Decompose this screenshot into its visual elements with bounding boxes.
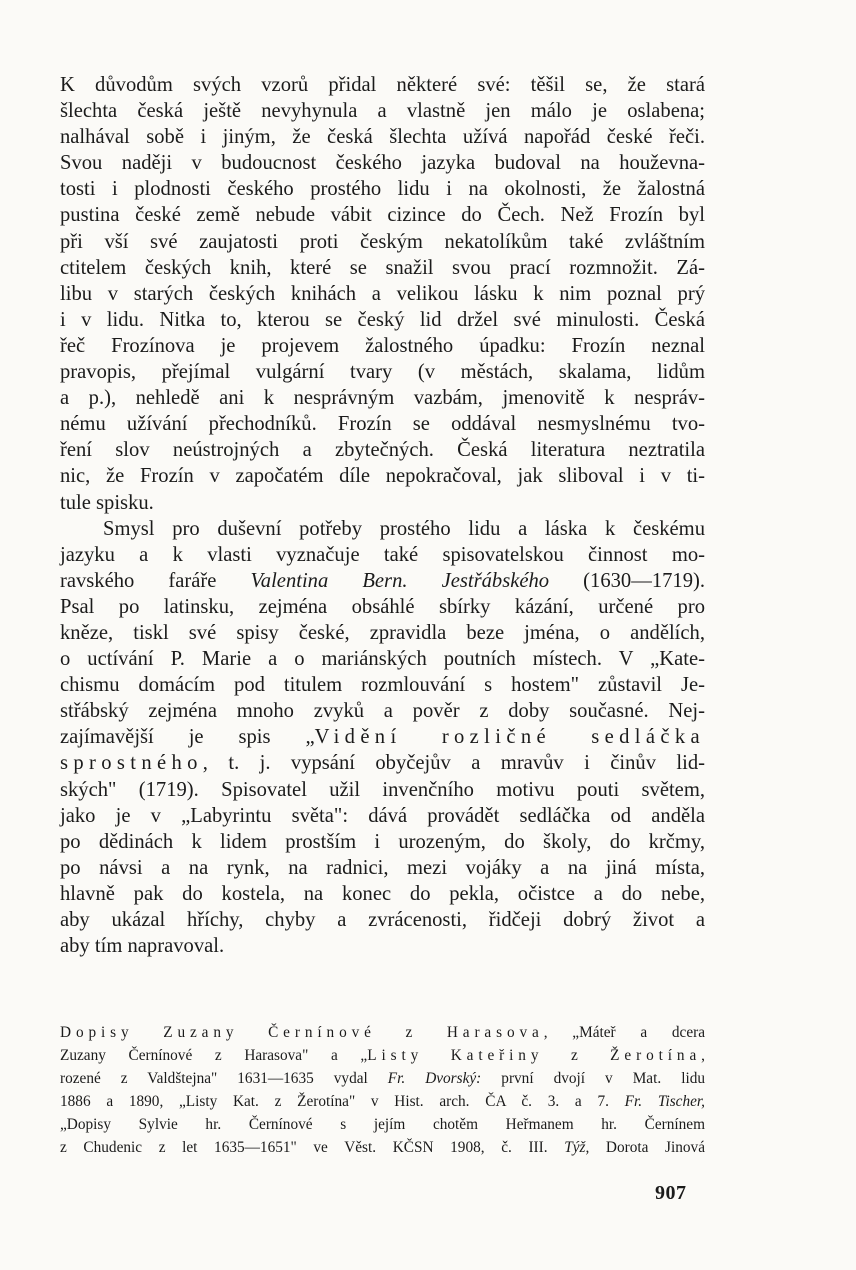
text-fragment: (1630—1719). [549,569,706,592]
author-name: Fr. Tischer, [624,1093,705,1111]
footnote-line [60,1021,705,1044]
text-fragment: první dvojí v Mat. lidu [481,1070,705,1088]
text-line: nému užívání přechodníků. Frozín se oddával nesmyslnému tvo- [60,413,705,436]
text-line: i v lidu. Nitka to, kterou se český lid držel své minulosti. Česká [60,308,705,331]
text-line: jazyku a k vlasti vyznačuje také spisovatelskou činnost mo- [60,543,705,566]
text-line: pravopis, přejímal vulgární tvary (v městách, skalama, lidům [60,361,705,384]
text-line: tule spisku. [60,491,154,514]
text-line [60,750,705,776]
page-number: 907 [655,1182,687,1204]
paragraph-2 [60,516,705,960]
text-line: Smysl pro duševní potřeby prostého lidu a láska k českému [103,517,705,540]
text-line [60,568,705,594]
work-title: Dopisy Zuzany Černínové z Harasova [60,1024,544,1041]
footnote [60,1021,705,1160]
text-fragment: Dorota Jinová [589,1139,705,1157]
footnote-line [60,1136,705,1159]
text-line: tosti i plodnosti českého prostého lidu i na okolnosti, že žalostná [60,178,705,201]
footnote-line: „Dopisy Sylvie hr. Černínové s jejím chotěm Heřmanem hr. Černínem [60,1116,705,1134]
text-line: po dědinách k lidem prostším i urozeným, do školy, do krčmy, [60,830,705,853]
text-line [60,724,705,750]
text-fragment: 1886 a 1890, „Listy Kat. z Žerotína" v Hist. arch. ČA č. 3. a 7. [60,1093,625,1111]
text-fragment: zajímavější je spis „ [60,726,315,749]
text-fragment: z Chudenic z let 1635—1651" ve Věst. KČSN 1908, č. III. [60,1139,565,1157]
text-line: aby tím napravoval. [60,935,225,958]
work-title: Vidění rozličné sedláčka [314,726,705,749]
text-fragment: Zuzany Černínové z Harasova" a „ [60,1047,368,1065]
text-line: nalhával sobě i jiným, že česká šlechta užívá napořád české řeči. [60,126,705,149]
text-line: kněze, tiskl své spisy české, zpravidla beze jména, o andělích, [60,621,705,644]
text-line: při vší své zaujatosti proti českým nekatolíkům také zvláštním [60,230,705,253]
text-line: ření slov neústrojných a zbytečných. Česká literatura neztratila [60,439,705,462]
author-name: Týž, [564,1139,590,1157]
text-line: Svou naději v budoucnost českého jazyka budoval na houževna- [60,152,705,175]
text-line: ctitelem českých knih, které se snažil svou prací rozmnožit. Zá- [60,256,705,279]
text-line: řeč Frozínova je projevem žalostného úpadku: Frozín neznal [60,334,705,357]
text-fragment: ravského faráře [60,569,251,592]
text-line: po návsi a na rynk, na radnici, mezi vojáky a na jiná místa, [60,856,705,879]
footnote-line [60,1044,705,1067]
main-text [60,72,705,959]
text-line: chismu domácím pod titulem rozmlouvání s hostem" zůstavil Je- [60,674,705,697]
work-title: Listy Kateřiny z Žerotína [367,1047,702,1065]
footnote-line [60,1090,705,1113]
author-name: Fr. Dvorský: [387,1070,482,1088]
text-line: o uctívání P. Marie a o mariánských poutních místech. V „Kate- [60,648,705,671]
text-line: hlavně pak do kostela, na konec do pekla, očistce a do nebe, [60,882,705,905]
text-line: Psal po latinsku, zejména obsáhlé sbírky kázání, určené pro [60,595,705,618]
text-line: libu v starých českých knihách a velikou lásku k nim poznal prý [60,282,705,305]
text-line: a p.), nehledě ani k nesprávným vazbám, jmenovitě k nespráv- [60,387,705,410]
text-line: jako je v „Labyrintu světa": dává provádět sedláčka od anděla [60,804,705,827]
text-line: K důvodům svých vzorů přidal některé své: těšil se, že stará [60,74,705,96]
author-name: Valentina Bern. Jestřábského [250,569,550,592]
text-fragment: rozené z Valdštejna" 1631—1635 vydal [60,1070,388,1088]
text-line: aby ukázal hříchy, chyby a zvrácenosti, řidčeji dobrý život a [60,909,705,931]
text-line: šlechta česká ještě nevyhynula a vlastně jen málo je oslabena; [60,100,705,123]
text-fragment: , t. j. vypsání obyčejův a mravův i činův lid- [202,752,705,775]
text-line: ských" (1719). Spisovatel užil invenčního motivu pouti světem, [60,778,705,801]
text-line: střábský zejména mnoho zvyků a pověr z doby současné. Nej- [60,700,705,723]
work-title: sprostného [60,752,203,775]
text-line: nic, že Frozín v započatém díle nepokračoval, jak sliboval i v ti- [60,465,705,488]
text-line: pustina české země nebude vábit cizince do Čech. Než Frozín byl [60,204,705,227]
paragraph-1 [60,72,705,516]
footnote-line [60,1067,705,1090]
text-fragment: , [701,1047,705,1065]
text-fragment: , „Máteř a dcera [543,1024,705,1041]
